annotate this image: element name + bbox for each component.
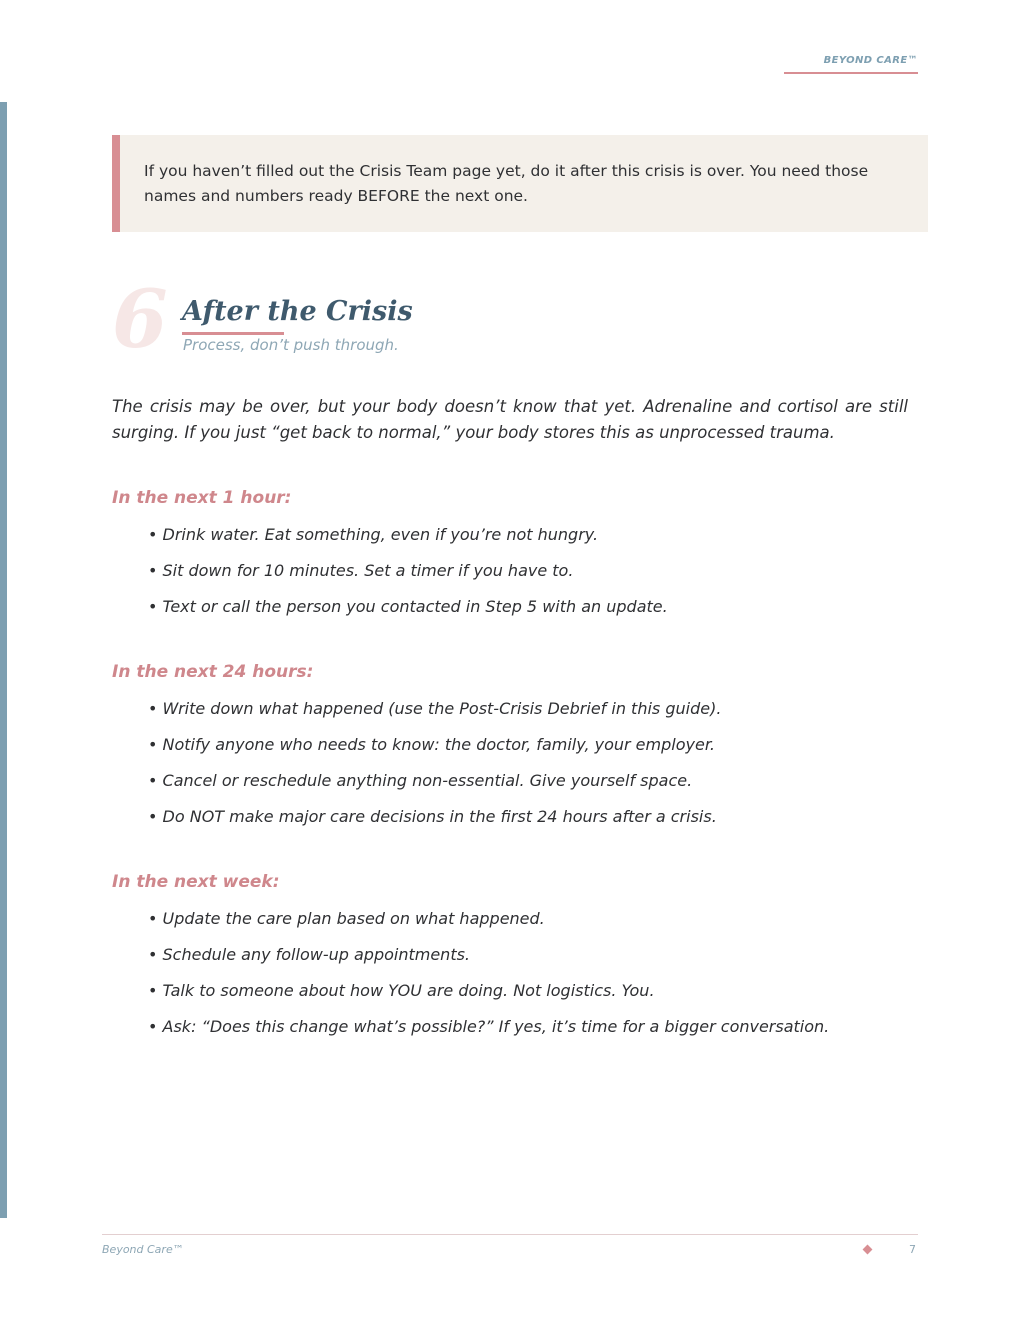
list-item: • Schedule any follow-up appointments. bbox=[148, 945, 471, 964]
list-item: • Talk to someone about how YOU are doing. Not logistics. You. bbox=[148, 981, 655, 1000]
section-title: After the Crisis bbox=[182, 296, 413, 327]
checklist-24-hours bbox=[148, 691, 948, 835]
list-item: • Update the care plan based on what happened. bbox=[148, 909, 545, 928]
running-header-title: BEYOND CARE™ bbox=[823, 55, 918, 66]
list-item: • Ask: “Does this change what’s possible?” If yes, it’s time for a bigger conversation. bbox=[148, 1017, 830, 1036]
callout-box bbox=[112, 135, 928, 232]
group-heading-next-week: In the next week: bbox=[112, 872, 280, 892]
group-heading-24-hours: In the next 24 hours: bbox=[112, 662, 314, 682]
checklist-1-hour bbox=[148, 517, 948, 625]
page-number: 7 bbox=[909, 1243, 916, 1256]
running-header-rule bbox=[784, 72, 918, 74]
diamond-icon bbox=[863, 1245, 873, 1255]
left-accent-bar bbox=[0, 102, 7, 1218]
list-item: • Drink water. Eat something, even if you’re not hungry. bbox=[148, 525, 599, 544]
footer-brand: Beyond Care™ bbox=[102, 1243, 184, 1256]
callout-text: If you haven’t filled out the Crisis Team page yet, do it after this crisis is over. You need those names and numbers ready BEFORE the next one. bbox=[144, 162, 869, 205]
section-subtitle: Process, don’t push through. bbox=[183, 336, 399, 354]
section-number: 6 bbox=[112, 272, 168, 366]
group-heading-1-hour: In the next 1 hour: bbox=[112, 488, 292, 508]
section-heading bbox=[112, 272, 712, 368]
intro-paragraph: The crisis may be over, but your body doesn’t know that yet. Adrenaline and cortisol are still surging. If you just “get back to normal,” your body stores this as unprocessed trauma. bbox=[112, 397, 908, 442]
list-item: • Do NOT make major care decisions in the first 24 hours after a crisis. bbox=[148, 807, 717, 826]
list-item: • Cancel or reschedule anything non-essential. Give yourself space. bbox=[148, 771, 693, 790]
footer-divider bbox=[102, 1234, 918, 1235]
running-header bbox=[784, 55, 918, 74]
section-title-underline bbox=[182, 332, 284, 335]
list-item: • Write down what happened (use the Post-Crisis Debrief in this guide). bbox=[148, 699, 722, 718]
list-item: • Notify anyone who needs to know: the doctor, family, your employer. bbox=[148, 735, 716, 754]
list-item: • Sit down for 10 minutes. Set a timer if you have to. bbox=[148, 561, 574, 580]
checklist-next-week bbox=[148, 901, 948, 1045]
list-item: • Text or call the person you contacted in Step 5 with an update. bbox=[148, 597, 668, 616]
